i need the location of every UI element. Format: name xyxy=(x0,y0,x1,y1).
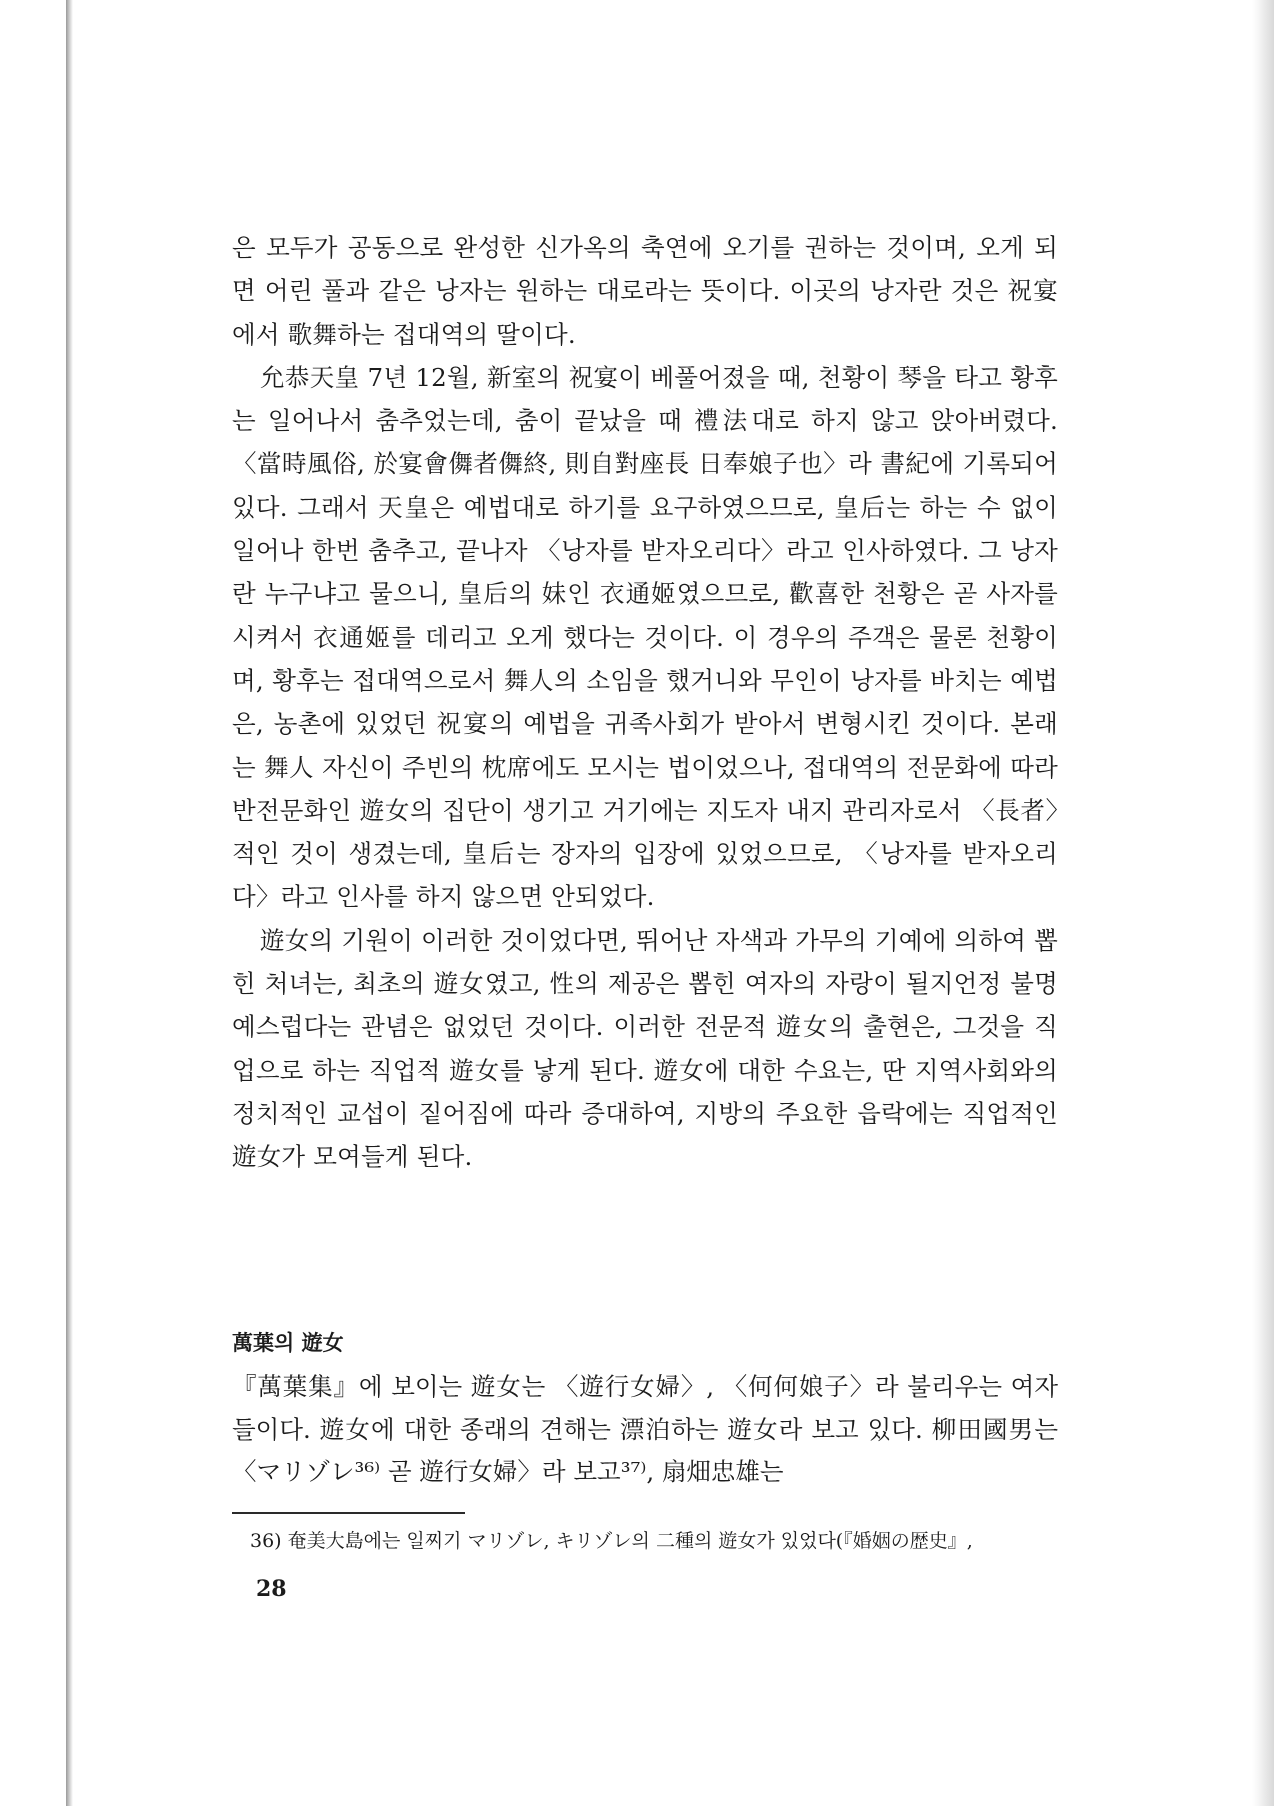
section-paragraph: 『萬葉集』에 보이는 遊女는 〈遊行女婦〉, 〈何何娘子〉라 불리우는 여자들이다. 遊女에 대한 종래의 견해는 漂泊하는 遊女라 보고 있다. 柳田國男는 〈マリゾレ³⁶⁾ 곧 遊行女婦〉라 보고³⁷⁾, 扇畑忠雄는 xyxy=(232,1372,1058,1486)
page-number: 28 xyxy=(256,1576,287,1602)
page-right-edge-shadow xyxy=(1252,0,1274,1806)
section-manyo-yujo xyxy=(232,1324,1058,1494)
page-left-edge-shadow xyxy=(66,0,73,1806)
footnote-36: 36) 奄美大島에는 일찌기 マリゾレ, キリゾレ의 二種의 遊女가 있었다(『婚姻の歴史』, xyxy=(250,1530,973,1552)
footnote-divider xyxy=(232,1512,465,1514)
main-text-block xyxy=(232,226,1058,1179)
section-heading: 萬葉의 遊女 xyxy=(232,1331,344,1355)
paragraph-2: 允恭天皇 7년 12월, 新室의 祝宴이 베풀어졌을 때, 천황이 琴을 타고 황후는 일어나서 춤추었는데, 춤이 끝났을 때 禮法대로 하지 않고 앉아버렸다. 〈當時風俗, 於宴會儛者儛終, 則自對座長 日奉娘子也〉라 書紀에 기록되어 있다. 그래서 天皇은 예법대로 하기를 요구하였으므로, 皇后는 하는 수 없이 일어나 한번 춤추고, 끝나자 〈낭자를 받자오리다〉라고 인사하였다. 그 낭자란 누구냐고 물으니, 皇后의 妹인 衣通姬였으므로, 歡喜한 천황은 곧 사자를 시켜서 衣通姬를 데리고 오게 했다는 것이다. 이 경우의 주객은 물론 천황이며, 황후는 접대역으로서 舞人의 소임을 했거니와 무인이 낭자를 바치는 예법은, 농촌에 있었던 祝宴의 예법을 귀족사회가 받아서 변형시킨 것이다. 본래는 舞人 자신이 주빈의 枕席에도 모시는 법이었으나, 접대역의 전문화에 따라 반전문화인 遊女의 집단이 생기고 거기에는 지도자 내지 관리자로서 〈長者〉적인 것이 생겼는데, 皇后는 장자의 입장에 있었으므로, 〈낭자를 받자오리다〉라고 인사를 하지 않으면 안되었다. xyxy=(232,362,1058,912)
paragraph-3: 遊女의 기원이 이러한 것이었다면, 뛰어난 자색과 가무의 기예에 의하여 뽑힌 처녀는, 최초의 遊女였고, 性의 제공은 뽑힌 여자의 자랑이 될지언정 불명예스럽다는 관념은 없었던 것이다. 이러한 전문적 遊女의 출현은, 그것을 직업으로 하는 직업적 遊女를 낳게 된다. 遊女에 대한 수요는, 딴 지역사회와의 정치적인 교섭이 짙어짐에 따라 증대하여, 지방의 주요한 읍락에는 직업적인 遊女가 모여들게 된다. xyxy=(232,925,1058,1172)
paragraph-1: 은 모두가 공동으로 완성한 신가옥의 축연에 오기를 권하는 것이며, 오게 되면 어린 풀과 같은 낭자는 원하는 대로라는 뜻이다. 이곳의 낭자란 것은 祝宴에서 歌舞하는 접대역의 딸이다. xyxy=(232,233,1058,349)
